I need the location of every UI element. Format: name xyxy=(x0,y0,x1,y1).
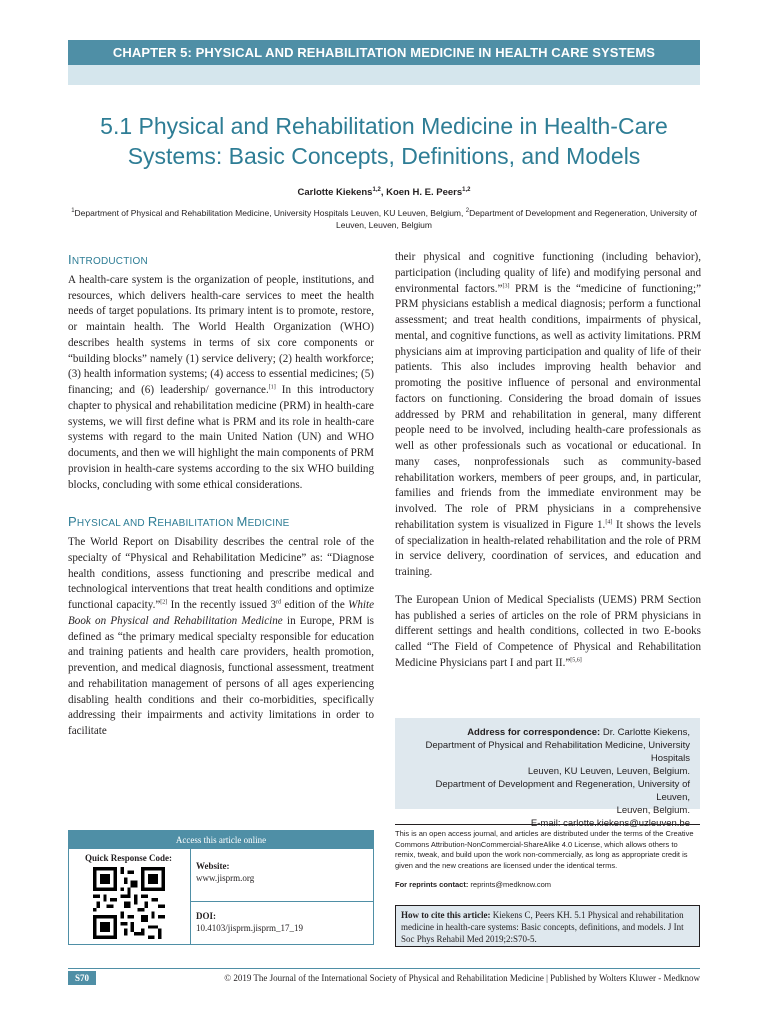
citation-box xyxy=(395,905,700,947)
access-online-box xyxy=(68,830,374,945)
citation-ref-4[interactable]: [4] xyxy=(605,519,613,526)
introduction-heading xyxy=(68,252,374,270)
prm-heading-ehab: EHABILITATION xyxy=(157,518,237,530)
page-number-badge: S70 xyxy=(68,971,96,985)
intro-text-a: A health-care system is the organization of people, institutions, and resources, which delivers health-care services to meet the health needs of target populations. Its primary intent is to promote, restore, or maintain health. The World Health Organization (WHO) describes health systems in terms of six core components or “building blocks” namely (1) service delivery; (2) health workforce; (3) health information systems; (4) access to essential medicines; (5) financing; and (6) leadership/ governance. xyxy=(68,273,374,396)
reprints-contact xyxy=(395,880,700,889)
prm-heading xyxy=(68,514,374,532)
article-title xyxy=(68,111,700,171)
prm-text-b: In the recently issued 3 xyxy=(167,599,276,611)
uems-paragraph xyxy=(395,593,701,672)
ordinal-suffix: rd xyxy=(276,599,281,606)
qr-code-icon[interactable] xyxy=(93,867,165,939)
qr-label: Quick Response Code: xyxy=(85,853,173,863)
doi-label: DOI: xyxy=(196,911,216,921)
footer-copyright: © 2019 The Journal of the International Society of Physical and Rehabilitation Medicine | Published by Wolters Kluwer - Medknow xyxy=(224,973,700,983)
section-gap xyxy=(68,493,374,514)
introduction-heading-rest: NTRODUCTION xyxy=(71,256,148,267)
right-column xyxy=(395,250,701,672)
right-text-b: PRM is the “medicine of functioning;” PRM physicians establish a medical diagnosis; perform a functional assessment; and treat health conditions, impairments of physical, mental, and cognitive functions, as well as activity limitations. PRM physicians aim at improving participation and quality of life of their patients. This also includes improving health behavior and promoting the positive influence of personal and environmental factors on functioning. Considering the broad domain of issues addressed by PRM and rehabilitation in general, many different people need to be involved, including health-care professionals as well as other professionals such as vocational or educational. In many cases, nonprofessionals such as community-based rehabilitation workers, members of peer groups, and, in particular, families and friends from the immediate environment may be involved. The role of PRM physicians in a comprehensive rehabilitation system is visualized in Figure 1. xyxy=(395,282,701,531)
correspondence-box xyxy=(395,718,700,829)
prm-continued-paragraph xyxy=(395,250,701,581)
prm-text-d: in Europe, PRM is defined as “the primary medical specialty responsible for education and training patients and health care providers, health promotion, prevention, and medical diagnosis, functional assessment, treatment and rehabilitation management of persons of all ages experiencing disabling health conditions and their co-morbidities, specifically addressing their impairments and activity limitations in order to facilitate xyxy=(68,614,375,737)
correspondence-label: Address for correspondence: xyxy=(467,727,601,738)
citation-text: Kiekens C, Peers KH. 5.1 Physical and rehabilitation medicine in health-care systems: Basic concepts, definitions, and models. J Int Soc Phys Rehabil Med 2019;2:S70-5. xyxy=(401,910,684,944)
license-notice: This is an open access journal, and articles are distributed under the terms of the Creative Commons Attribution-NonCommercial-ShareAlike 4.0 License, which allows others to remix, tweak, and build upon the work non-commercially, as long as appropriate credit is given and the new creations are licensed under the identical terms. xyxy=(395,824,700,871)
prm-heading-m: M xyxy=(236,514,248,530)
prm-heading-hysical: HYSICAL AND xyxy=(76,518,148,530)
affil-1-marker: 1 xyxy=(71,208,75,215)
authors xyxy=(68,187,700,198)
author-2: Koen H. E. Peers xyxy=(386,187,463,198)
prm-heading-r: R xyxy=(147,514,158,530)
correspondence-line-3: Department of Development and Regeneration, University of Leuven, xyxy=(435,779,690,803)
white-book-title: White Book on Physical and Rehabilitation Medicine xyxy=(68,599,375,627)
author-2-affil: 1,2 xyxy=(462,186,471,193)
paragraph-gap xyxy=(395,581,701,593)
reprints-email[interactable]: reprints@medknow.com xyxy=(468,880,551,889)
citation-label: How to cite this article: xyxy=(401,910,491,920)
prm-text-c: edition of the xyxy=(281,599,349,611)
access-online-header: Access this article online xyxy=(69,831,373,849)
author-1: Carlotte Kiekens xyxy=(297,187,373,198)
author-separator: , xyxy=(380,187,387,198)
website-label: Website: xyxy=(196,861,230,871)
citation-ref-2[interactable]: [2] xyxy=(160,599,168,606)
doi-link[interactable]: 10.4103/jisprm.jisprm_17_19 xyxy=(196,923,304,933)
introduction-paragraph xyxy=(68,273,374,494)
uems-text: The European Union of Medical Specialists (UEMS) PRM Section has published a series of articles on the role of PRM physicians in different settings and health conditions, collected in two E-books called “The Field of Competence of Physical and Rehabilitation Medicine Physicians part I and part II.” xyxy=(395,593,701,669)
website-link[interactable]: www.jisprm.org xyxy=(196,873,255,883)
article-title-line-2: Systems: Basic Concepts, Definitions, and Models xyxy=(127,143,641,169)
intro-text-b: In this introductory chapter to physical and rehabilitation medicine (PRM) in health-care systems, we will first define what is PRM and its role in health-care systems with regard to the main United Nation (UN) and WHO documents, and then we will highlight the main components of PRM provision in health-care systems according to the six WHO building blocks, concluding with some ethical considerations. xyxy=(68,384,374,491)
prm-heading-edicine: EDICINE xyxy=(247,518,290,530)
left-column xyxy=(68,252,374,740)
prm-heading-p: P xyxy=(68,514,77,530)
footer-rule xyxy=(68,968,700,969)
right-text-a: their physical and cognitive functioning (including behavior), participation (including quality of life) and modifying personal and environmental factors.” xyxy=(395,251,701,295)
right-text-c: It shows the levels of specialization in health-related rehabilitation and the role of PRM in service delivery, coordination of services, and education and training. xyxy=(395,518,701,578)
correspondence-email[interactable]: E-mail: carlotte.kiekens@uzleuven.be xyxy=(530,818,690,829)
correspondence-name: Dr. Carlotte Kiekens, xyxy=(600,727,690,738)
access-divider-vertical xyxy=(190,849,191,945)
affil-2-marker: 2 xyxy=(465,208,470,215)
affil-2: Department of Development and Regeneration, University of Leuven, Leuven, Belgium xyxy=(336,208,697,230)
correspondence-line-4: Leuven, Belgium. xyxy=(616,805,690,816)
citation-ref-3[interactable]: [3] xyxy=(502,282,510,289)
citation-ref-1[interactable]: [1] xyxy=(268,384,276,391)
author-1-affil: 1,2 xyxy=(372,186,381,193)
affiliations xyxy=(68,207,700,231)
reprints-label: For reprints contact: xyxy=(395,880,469,889)
access-divider-horizontal xyxy=(190,901,374,902)
chapter-title: CHAPTER 5: PHYSICAL AND REHABILITATION MEDICINE IN HEALTH CARE SYSTEMS xyxy=(112,45,656,60)
prm-paragraph xyxy=(68,535,374,740)
correspondence-line-1: Department of Physical and Rehabilitation Medicine, University Hospitals xyxy=(425,740,690,764)
chapter-banner-tint xyxy=(68,65,700,85)
prm-text-a: The World Report on Disability describes the central role of the specialty of “Physical and Rehabilitation Medicine” as: “Diagnose health conditions, assess functioning and prescribe medical and technological interventions that treat health conditions and optimize functional capacity.” xyxy=(68,536,374,611)
citation-ref-5-6[interactable]: [5,6] xyxy=(570,657,582,664)
article-title-line-1: 5.1 Physical and Rehabilitation Medicine in Health-Care xyxy=(100,113,668,139)
affil-1: Department of Physical and Rehabilitation Medicine, University Hospitals Leuven, KU Leuven, Belgium, xyxy=(74,208,466,218)
correspondence-line-2: Leuven, KU Leuven, Leuven, Belgium. xyxy=(527,766,690,777)
introduction-heading-cap: I xyxy=(68,252,72,267)
